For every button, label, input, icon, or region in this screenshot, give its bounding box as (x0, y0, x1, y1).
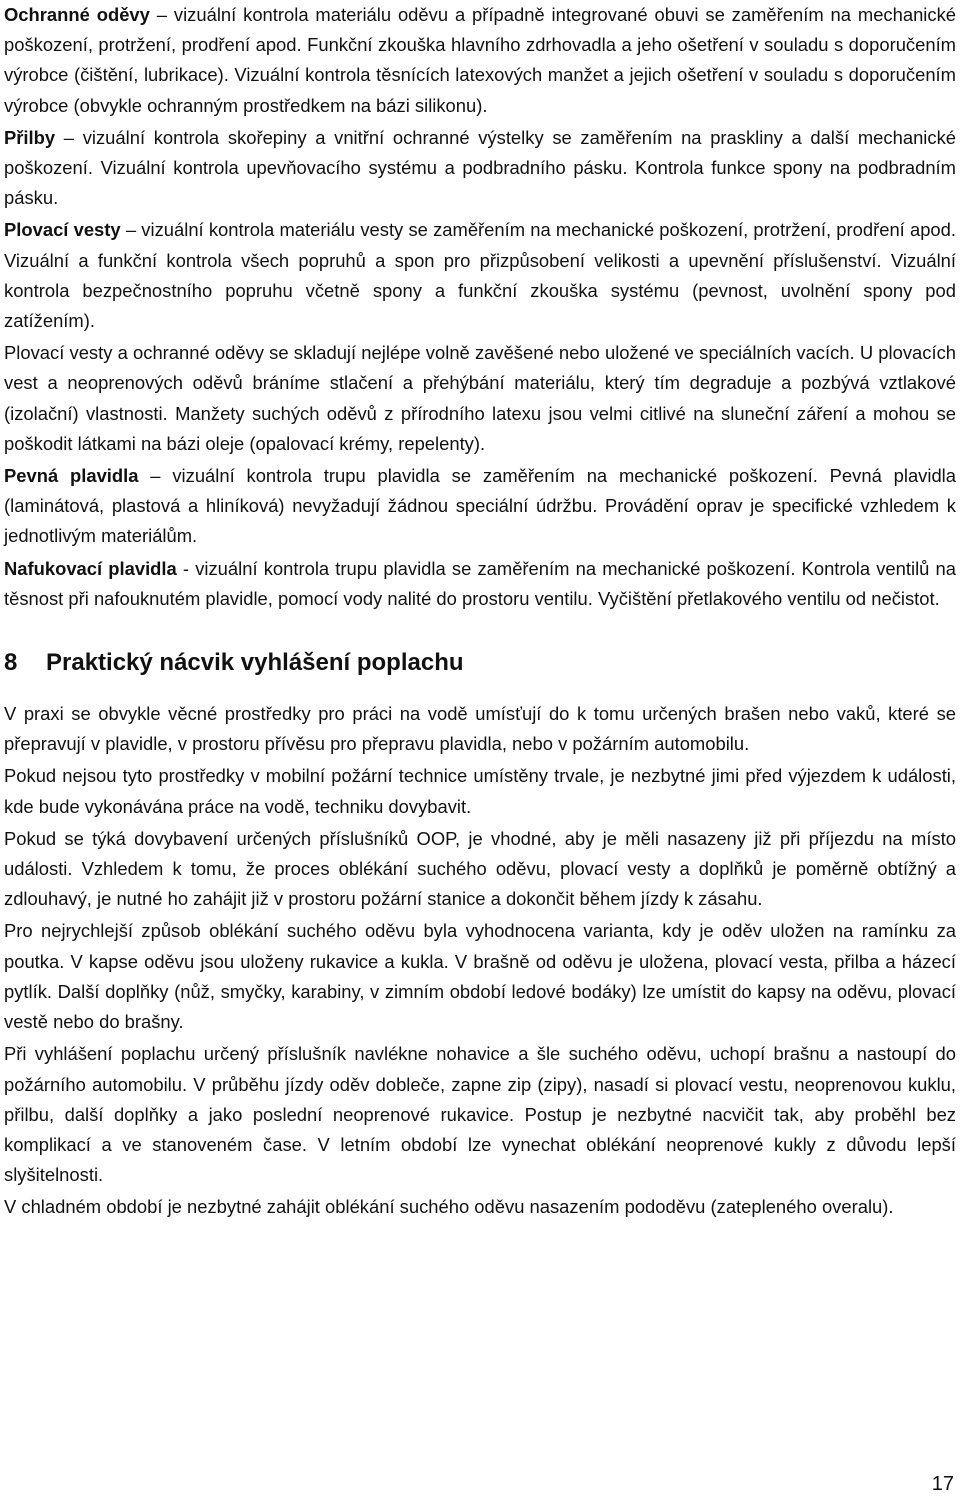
inflatable-vessels-text: vizuální kontrola trupu plavidla se zaměřením na mechanické poškození. Kontrola ventilů na těsnost při nafouknutém plavidle, pomocí vody nalité do prostoru ventilu. Vyčištění přetlakového ventilu od nečistot. (4, 557, 957, 609)
section-number: 8 (4, 649, 18, 677)
helmets-text: vizuální kontrola skořepiny a vnitřní ochranné výstelky se zaměřením na praskliny a další mechanické poškození. Vizuální kontrola upevňovacího systému a podbradního pásku. Kontrola funkce spony na podbradním pásku. (4, 126, 956, 209)
body-paragraph: V praxi se obvykle věcné prostředky pro práci na vodě umísťují do k tomu určených brašen nebo vaků, které se přepravují v plavidle, v prostoru přívěsu pro přepravu plavidla, nebo v požárním automobilu. (4, 703, 956, 755)
protective-suits-term: Ochranné oděvy (4, 4, 150, 25)
term-separator: – (55, 126, 83, 148)
term-separator: – (138, 465, 173, 487)
protective-suits-paragraph (4, 0, 956, 121)
term-separator: – (120, 219, 142, 241)
helmets-paragraph (4, 123, 956, 214)
inflatable-vessels-term: Nafukovací plavidla (4, 557, 177, 579)
section-heading (4, 646, 956, 680)
body-paragraph: Při vyhlášení poplachu určený příslušník navlékne nohavice a šle suchého oděvu, uchopí brašnu a nastoupí do požárního automobilu. V průběhu jízdy oděv dobleče, zapne zip (zipy), nasadí si plovací vestu, neoprenovou kuklu, přilbu, další doplňky a jako poslední neoprenové rukavice. Postup je nezbytné nacvičit tak, aby proběhl bez komplikací a ve stanoveném čase. V letním období lze vynechat oblékání neoprenové kukly z důvodu lepší slyšitelnosti. (4, 1043, 956, 1186)
storage-paragraph: Plovací vesty a ochranné oděvy se skladují nejlépe volně zavěšené nebo uložené ve speciálních vacích. U plovacích vest a neoprenových oděvů bráníme stlačení a přehýbání materiálu, který tím degraduje a pozbývá vztlakové (izolační) vlastnosti. Manžety suchých oděvů z přírodního latexu jsou velmi citlivé na sluneční záření a mohou se poškodit látkami na bázi oleje (opalovací krémy, repelenty). (4, 342, 956, 454)
term-separator: – (149, 4, 174, 25)
helmets-term: Přilby (4, 126, 56, 148)
body-paragraph: Pokud se týká dovybavení určených příslušníků OOP, je vhodné, aby je měli nasazeny již při příjezdu na místo události. Vzhledem k tomu, že proces oblékání suchého oděvu, plovací vesty a doplňků je poměrně obtížný a zdlouhavý, je nutné ho zahájit již v prostoru požární stanice a dokončit během jízdy k zásahu. (4, 827, 956, 910)
rigid-vessels-text: vizuální kontrola trupu plavidla se zaměřením na mechanické poškození. Pevná plavidla (laminátová, plastová a hliníková) nevyžadují žádnou speciální údržbu. Provádění oprav je specifické vzhledem k jednotlivým materiálům. (4, 465, 956, 547)
protective-suits-text: vizuální kontrola materiálu oděvu a případně integrované obuvi se zaměřením na mechanické poškození, protržení, prodření apod. Funkční zkouška hlavního zdrhovadla a jeho ošetření v souladu s doporučením výrobce (čištění, lubrikace). Vizuální kontrola těsnících latexových manžet a jejich ošetření v souladu s doporučením výrobce (obvykle ochranným prostředkem na bázi silikonu). (4, 4, 957, 116)
life-vests-text: vizuální kontrola materiálu vesty se zaměřením na mechanické poškození, protržení, prodření apod. Vizuální a funkční kontrola všech popruhů a spon pro přizpůsobení velikosti a upevnění příslušenství. Vizuální kontrola bezpečnostního popruhu včetně spony a funkční zkouška systému (pevnost, uvolnění spony pod zatížením). (4, 219, 957, 332)
body-paragraph: Pro nejrychlejší způsob oblékání suchého oděvu byla vyhodnocena varianta, kdy je oděv uložen na ramínku za poutka. V kapse oděvu jsou uloženy rukavice a kukla. V brašně od oděvu je uložena, plovací vesta, přilba a házecí pytlík. Další doplňky (nůž, smyčky, karabiny, v zimním období ledové bodáky) lze umístit do kapsy na oděvu, plovací vestě nebo do brašny. (4, 920, 956, 1033)
inflatable-vessels-paragraph (4, 554, 956, 614)
rigid-vessels-term: Pevná plavidla (4, 465, 139, 487)
document-page (4, 0, 956, 1223)
body-paragraph: V chladném období je nezbytné zahájit oblékání suchého oděvu nasazením pododěvu (zatepleného overalu). (4, 1196, 894, 1218)
rigid-vessels-paragraph (4, 461, 956, 552)
life-vests-paragraph (4, 215, 956, 336)
page-number: 17 (931, 1473, 954, 1495)
section-title: Praktický nácvik vyhlášení poplachu (46, 649, 464, 677)
life-vests-term: Plovací vesty (4, 219, 121, 241)
body-paragraph: Pokud nejsou tyto prostředky v mobilní požární technice umístěny trvale, je nezbytné jimi před výjezdem k události, kde bude vykonávána práce na vodě, techniku dovybavit. (4, 765, 956, 817)
term-separator: - (176, 557, 196, 579)
